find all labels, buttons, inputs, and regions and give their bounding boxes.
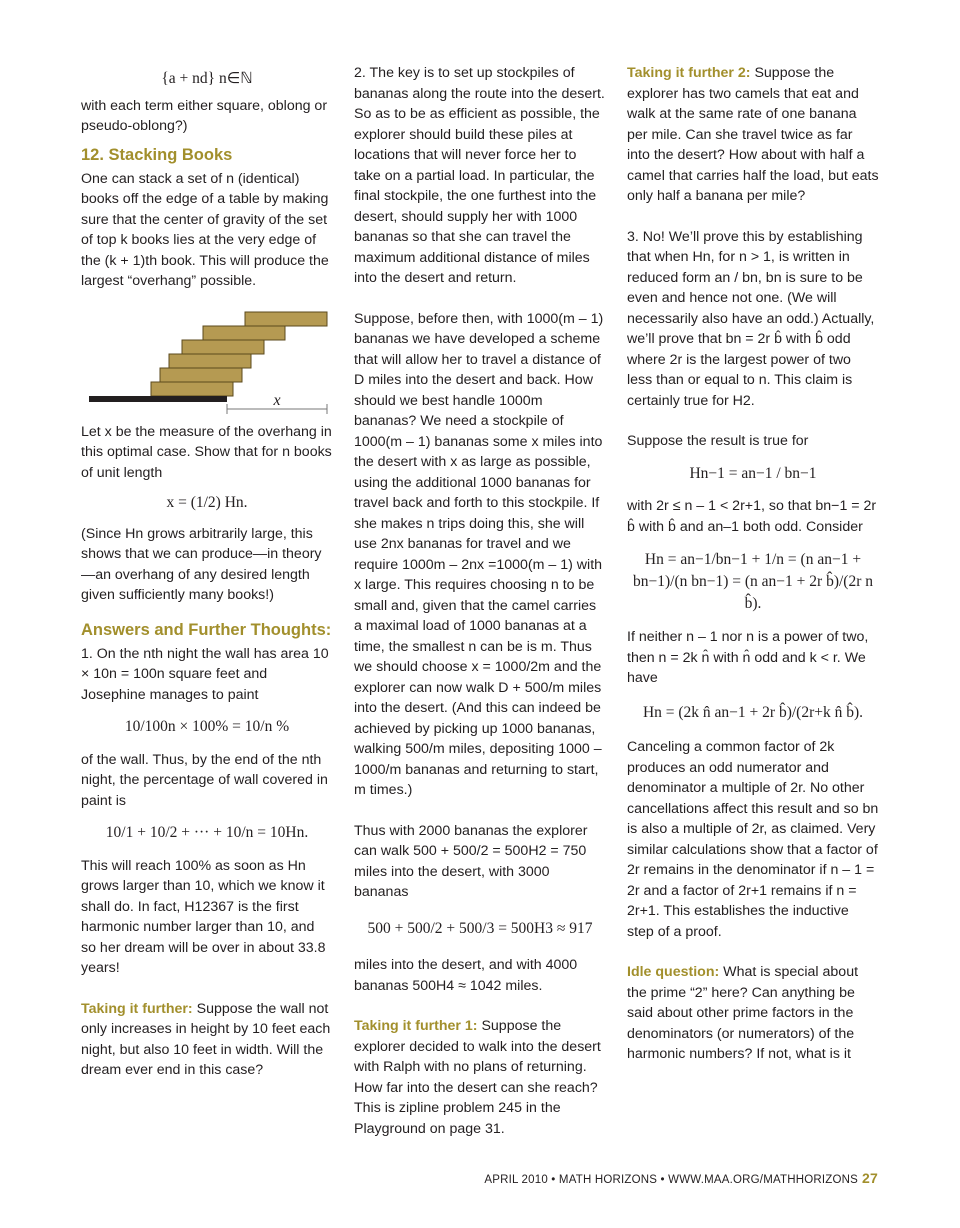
paragraph-idle-question [627,962,879,1065]
taking-further-1-label: Taking it further 1: [354,1018,478,1034]
paragraph-taking-further-1 [354,1016,606,1139]
paragraph-thus: Thus with 2000 bananas the explorer can walk 500 + 500/2 = 500H2 = 750 miles into the desert, with 3000 bananas [354,822,588,900]
column-1 [81,63,333,1081]
idle-question-label: Idle question: [627,964,720,980]
book-3 [182,340,264,354]
paragraph-taking-further [81,999,333,1081]
page-footer [484,1170,878,1186]
book-6 [151,382,233,396]
taking-further-2-label: Taking it further 2: [627,65,751,81]
paragraph-since: (Since Hn grows arbitrarily large, this shows that we can produce—in theory—an overhang of any desired length given sufficiently many books!) [81,525,322,603]
paragraph-4000: miles into the desert, and with 4000 bananas 500H4 ≈ 1042 miles. [354,957,578,994]
heading-answers: Answers and Further Thoughts: [81,620,332,639]
paragraph-reach: This will reach 100% as soon as Hn grows larger than 10, which we know it shall do. In fact, H12367 is the first harmonic number larger than 10, and so her dream will be over in about 33.8 years! [81,857,326,976]
column-3 [627,63,879,1065]
paragraph-wall: of the wall. Thus, by the end of the nth night, the percentage of wall covered in paint is [81,751,328,809]
heading-stacking-books: 12. Stacking Books [81,145,233,164]
paragraph-cancel: Canceling a common factor of 2k produces an odd numerator and denominator a multiple of 2r. No other cancellations affect this result and so bn is also a multiple of 2r, as claimed. Very similar calculations show that a factor of 2r remains in the denominator if n – 1 = 2r and a factor of 2r+1 remains if n = 2r+1. This establishes the inductive step of a proof. [627,739,879,940]
book-stack-figure [81,304,333,416]
book-1 [245,312,327,326]
equation-hn-expansion: Hn = an−1/bn−1 + 1/n = (n an−1 + bn−1)/(n bn−1) = (n an−1 + 2r b̂)/(2r n b̂). [633,551,873,612]
equation-overhang: x = (1/2) Hn. [166,494,248,511]
idle-question-text: What is special about the prime “2” here? Can anything be said about other prime factors in the denominators (or numerators) of the harmonic numbers? If not, what is it [627,964,859,1062]
column-2 [354,63,606,1139]
equation-paint-percent: 10/100n × 100% = 10/n % [124,718,290,735]
equation-hn-k: Hn = (2k n̂ an−1 + 2r b̂)/(2r+k n̂ b̂). [642,703,864,721]
book-4 [169,354,251,368]
book-5 [160,368,242,382]
equation-3000: 500 + 500/2 + 500/3 = 500H3 ≈ 917 [367,919,593,937]
equation-harmonic-sum: 10/1 + 10/2 + ··· + 10/n = 10Hn. [105,824,309,841]
overhang-label: x [273,391,281,409]
paragraph-no: 3. No! We’ll prove this by establishing that when Hn, for n > 1, is written in reduced form an / bn, bn is sure to be even and hence not one. (We will necessarily also have an odd.) Actually, we’ll prove that bn = 2r b̂ with b̂ odd where 2r is the largest power of two less than or equal to n. This claim is certainly true for H2. [627,228,875,409]
paragraph-with: with 2r ≤ n – 1 < 2r+1, so that bn−1 = 2r b̂ with b̂ and an–1 both odd. Consider [627,498,877,535]
taking-further-2-text: Suppose the explorer has two camels that eat and walk at the same rate of one banana per mile. Can she travel twice as far into the desert? How about with half a camel that carries half the load, but eats only half a banana per mile? [627,65,879,204]
book-2 [203,326,285,340]
paragraph-let-x: Let x be the measure of the overhang in this optimal case. Show that for n books of unit length [81,423,332,481]
set-formula: {a + nd} n∈ℕ [161,70,253,87]
paragraph-suppose-true: Suppose the result is true for [627,433,809,449]
table-edge [89,396,227,402]
paragraph-stacking: One can stack a set of n (identical) books off the edge of a table by making sure that the center of gravity of the set of top k books lies at the very edge of the (k + 1)th book. This will produce the largest “overhang” possible. [81,170,329,289]
paragraph-taking-further-2 [627,63,879,207]
footer-text: APRIL 2010 • MATH HORIZONS • WWW.MAA.ORG/MATHHORIZONS [484,1174,859,1186]
equation-hn-minus-1: Hn−1 = an−1 / bn−1 [689,464,817,482]
taking-further-label: Taking it further: [81,1000,193,1017]
taking-further-text: Suppose the wall not only increases in height by 10 feet each night, but also 10 feet in width. Will the dream ever end in this case? [81,1000,331,1078]
paragraph-answer-1: 1. On the nth night the wall has area 10 × 10n = 100n square feet and Josephine manages to paint [81,645,329,703]
page-number: 27 [862,1170,878,1186]
paragraph-key: 2. The key is to set up stockpiles of bananas along the route into the desert. So as to be as efficient as possible, the explorer should build these piles at locations that will never force her to take on a partial load. In particular, the final stockpile, the one furthest into the desert, should supply her with 1000 bananas so that she can travel the maximum additional distance of miles into the desert and return. [354,65,605,286]
paragraph-oblong: with each term either square, oblong or pseudo-oblong?) [81,97,328,134]
paragraph-suppose-before: Suppose, before then, with 1000(m – 1) bananas we have developed a scheme that will allow her to travel a distance of D miles into the desert and back. How should we best handle 1000m bananas? We need a stockpile of 1000(m – 1) bananas some x miles into the desert with x as large as possible, using the additional 1000 bananas for travel back and forth to this stockpile. If she makes n trips doing this, she will use 2nx bananas for travel and we require 1000m – 2nx =1000(m – 1) with x large. This requires choosing n to be small and, given that the camel carries a maximal load of 1000 bananas at a time, the smallest n can be is m. Thus we should choose x = 1000/2m and the explorer can now walk D + 500/m miles into the desert. (And this can indeed be achieved by picking up 1000 bananas, walking 500/m miles, depositing 1000 – 1000/m bananas and returning to start, m times.) [354,310,604,798]
book-stack-illustration [81,304,333,416]
paragraph-neither: If neither n – 1 nor n is a power of two, then n = 2k n̂ with n̂ odd and k < r. We have [627,629,869,686]
taking-further-1-text: Suppose the explorer decided to walk into the desert with Ralph with no plans of returning. How far into the desert can she reach? This is zipline problem 245 in the Playground on page 31. [354,1018,601,1137]
